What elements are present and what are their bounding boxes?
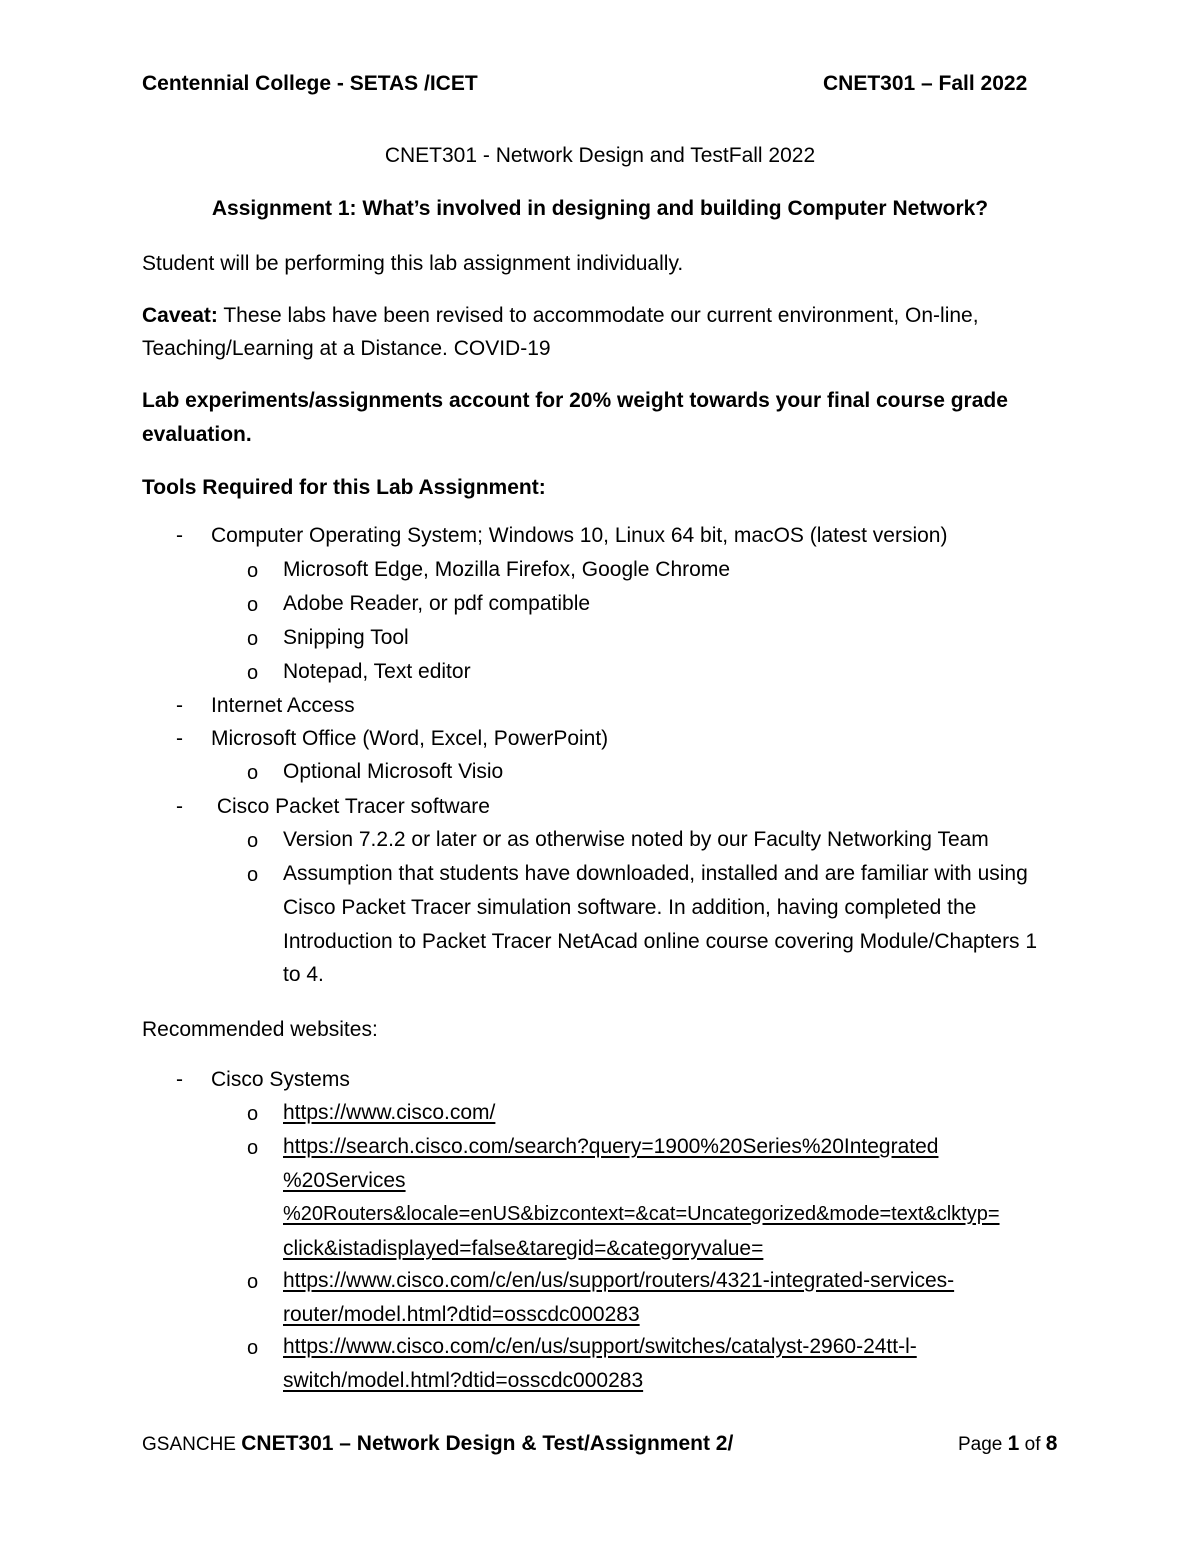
caveat-text: These labs have been revised to accommodate our current environment, On-line, (217, 304, 979, 327)
bullet-marker: o (247, 1103, 259, 1125)
tools-heading: Tools Required for this Lab Assignment: (142, 476, 546, 499)
footer-left (142, 1432, 733, 1456)
weight-line-1: Lab experiments/assignments account for 20% weight towards your final course grade (142, 389, 1008, 412)
weight-line-2: evaluation. (142, 423, 252, 446)
tool-internet: Internet Access (211, 694, 355, 717)
link-cisco-search-cont[interactable]: click&istadisplayed=false&taregid=&categoryvalue= (283, 1237, 764, 1260)
tool-office-item: Optional Microsoft Visio (283, 760, 504, 783)
tool-os-item: Snipping Tool (283, 626, 409, 649)
footer-page-number: 1 (1007, 1432, 1020, 1455)
course-title: CNET301 - Network Design and TestFall 2022 (384, 144, 816, 167)
intro-text: Student will be performing this lab assignment individually. (142, 252, 684, 275)
bullet-marker: o (247, 594, 259, 616)
bullet-marker: o (247, 560, 259, 582)
tool-os-item: Notepad, Text editor (283, 660, 471, 683)
footer-page (958, 1432, 1057, 1456)
link-cisco-search-cont[interactable]: %20Routers&locale=enUS&bizcontext=&cat=Uncategorized&mode=text&clktyp= (283, 1203, 1000, 1225)
link-cisco-switch-2960[interactable]: https://www.cisco.com/c/en/us/support/switches/catalyst-2960-24tt-l- (283, 1335, 917, 1358)
bullet-marker: o (247, 1137, 259, 1159)
tool-packet-item-cont: Cisco Packet Tracer simulation software. In addition, having completed the (283, 896, 977, 919)
caveat-line-1 (142, 299, 979, 332)
tool-packet-tracer: Cisco Packet Tracer software (211, 795, 490, 818)
tool-packet-item-cont: Introduction to Packet Tracer NetAcad online course covering Module/Chapters 1 (283, 930, 1038, 953)
tool-os: Computer Operating System; Windows 10, Linux 64 bit, macOS (latest version) (211, 524, 948, 547)
bullet-marker: o (247, 1337, 259, 1359)
tool-packet-item-cont: to 4. (283, 963, 324, 986)
footer-page-word: Page (958, 1434, 1008, 1455)
caveat-label: Caveat: (142, 304, 218, 327)
dash-marker: - (176, 524, 183, 547)
link-cisco-switch-2960-cont[interactable]: switch/model.html?dtid=osscdc000283 (283, 1369, 644, 1392)
footer-page-total: 8 (1045, 1432, 1058, 1455)
dash-marker: - (176, 1068, 183, 1091)
tool-office: Microsoft Office (Word, Excel, PowerPoint) (211, 727, 609, 750)
websites-heading: Recommended websites: (142, 1018, 378, 1041)
footer-course: CNET301 – Network Design & Test/Assignment 2/ (241, 1432, 734, 1455)
dash-marker: - (176, 694, 183, 717)
dash-marker: - (176, 727, 183, 750)
bullet-marker: o (247, 628, 259, 650)
tool-packet-item: Assumption that students have downloaded, installed and are familiar with using (283, 862, 1028, 885)
link-cisco-router-4321[interactable]: https://www.cisco.com/c/en/us/support/routers/4321-integrated-services- (283, 1269, 955, 1292)
caveat-line-2: Teaching/Learning at a Distance. COVID-19 (142, 337, 551, 360)
dash-marker: - (176, 795, 183, 818)
header-left: Centennial College - SETAS /ICET (142, 72, 478, 95)
assignment-title: Assignment 1: What’s involved in designing and building Computer Network? (211, 197, 989, 220)
footer-author: GSANCHE (142, 1434, 242, 1455)
footer-of-word: of (1019, 1434, 1046, 1455)
website-cisco-systems: Cisco Systems (211, 1068, 350, 1091)
tool-os-item: Microsoft Edge, Mozilla Firefox, Google Chrome (283, 558, 730, 581)
bullet-marker: o (247, 662, 259, 684)
link-cisco-router-4321-cont[interactable]: router/model.html?dtid=osscdc000283 (283, 1303, 640, 1326)
link-cisco-search-cont[interactable]: %20Services (283, 1169, 406, 1192)
bullet-marker: o (247, 1271, 259, 1293)
tool-packet-item: Version 7.2.2 or later or as otherwise noted by our Faculty Networking Team (283, 828, 989, 851)
bullet-marker: o (247, 864, 259, 886)
tool-os-item: Adobe Reader, or pdf compatible (283, 592, 591, 615)
bullet-marker: o (247, 762, 259, 784)
header-right: CNET301 – Fall 2022 (823, 72, 1028, 95)
link-cisco-search[interactable]: https://search.cisco.com/search?query=1900%20Series%20Integrated (283, 1135, 939, 1158)
bullet-marker: o (247, 830, 259, 852)
link-cisco-home[interactable]: https://www.cisco.com/ (283, 1101, 496, 1124)
